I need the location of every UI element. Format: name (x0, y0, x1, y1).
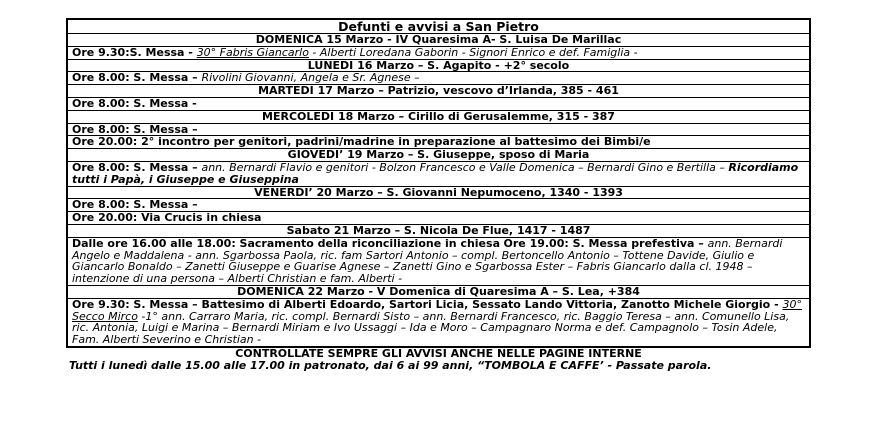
day-header: Sabato 21 Marzo – S. Nicola De Flue, 1417 - 1487 (67, 224, 810, 237)
entry-text: - Alberti Loredana Gaborin - Signori Enrico e def. Famiglia - (308, 46, 638, 59)
mass-entry (67, 298, 810, 347)
mass-entry (67, 136, 810, 149)
bulletin-title: Defunti e avvisi a San Pietro (67, 19, 810, 34)
day-header: LUNEDI 16 Marzo – S. Agapito - +2° secolo (67, 59, 810, 72)
mass-entry (67, 97, 810, 110)
day-header: GIOVEDI’ 19 Marzo – S. Giuseppe, sposo di Maria (67, 149, 810, 162)
anniversary-name: 30° Fabris Giancarlo (196, 46, 309, 59)
entry-text: ann. Bernardi Angelo e Maddalena - ann. Sgarbossa Paola, ric. fam Sartori Antonio – compl. Bertoncello Antonio – Tottene Davide, Giulio e Giancarlo Bonaldo – Zanetti Giuseppe e Guarise Agnese – Zanetti Gino e Sgarbossa Ester – Fabris Giancarlo dalla cl. 1948 – intenzione di una persona – Alberti Christian e fam. Alberti - (72, 237, 783, 286)
entry-text: -1° ann. Carraro Maria, ric. compl. Bernardi Sisto – ann. Bernardi Francesco, ric. Baggio Teresa – ann. Comunello Lisa, ric. Antonia, Luigi e Marina – Bernardi Miriam e Ivo Ussaggi – Ida e Moro – Campagnaro Norma e def. Campagnolo – Tosin Adele, Fam. Alberti Severino e Christian - (72, 309, 790, 347)
entry-text: Rivolini Giovanni, Angela e Sr. Agnese – (201, 71, 420, 85)
mass-entry (67, 161, 810, 186)
schedule-table (66, 18, 811, 348)
entry-text: Ore 8.00: S. Messa – (72, 161, 202, 174)
entry-text: Ricordiamo tutti i Papà, i Giuseppe e Giuseppina (72, 161, 799, 186)
entry-text: Ore 8.00: S. Messa – (72, 71, 202, 85)
footer (66, 348, 811, 372)
entry-text: Ore 20.00: 2° incontro per genitori, padrini/madrine in preparazione al battesimo dei Bimbi/e (72, 135, 651, 149)
footer-announcement: Tutti i lunedì dalle 15.00 alle 17.00 in patronato, dai 6 ai 99 anni, “TOMBOLA E CAFFE’ - Passate parola. (69, 358, 712, 372)
day-header: MERCOLEDI 18 Marzo – Cirillo di Gerusalemme, 315 - 387 (67, 110, 810, 123)
entry-text: Ore 19.00: S. Messa prefestiva – (503, 237, 708, 250)
day-header: VENERDI’ 20 Marzo – S. Giovanni Nepumoceno, 1340 - 1393 (67, 186, 810, 199)
mass-entry (67, 72, 810, 85)
mass-entry (67, 212, 810, 225)
day-header: DOMENICA 22 Marzo - V Domenica di Quaresima A – S. Lea, +384 (67, 285, 810, 298)
entry-text: Ore 20.00: Via Crucis in chiesa (72, 211, 262, 225)
day-header: MARTEDI 17 Marzo – Patrizio, vescovo d’Irlanda, 385 - 461 (67, 85, 810, 98)
mass-entry (67, 237, 810, 285)
entry-text: ann. Bernardi Flavio e genitori - Bolzon Francesco e Valle Domenica – Bernardi Gino e Bertilla – (201, 161, 729, 174)
entry-text: Ore 9.30:S. Messa - (72, 46, 197, 59)
footer-notice: CONTROLLATE SEMPRE GLI AVVISI ANCHE NELLE PAGINE INTERNE (235, 346, 642, 360)
entry-text: Ore 9.30: S. Messa – Battesimo di Alberti Edoardo, Sartori Licia, Sessato Lando Vittoria, Zanotto Michele Giorgio - (72, 298, 783, 311)
mass-entry (67, 123, 810, 136)
entry-text: Dalle ore 16.00 alle 18.00: Sacramento della riconciliazione in chiesa (72, 237, 500, 250)
entry-text: Ore 8.00: S. Messa – (72, 198, 198, 212)
bulletin-sheet (66, 18, 811, 372)
mass-entry (67, 46, 810, 59)
mass-entry (67, 199, 810, 212)
anniversary-name: 30° Secco Mirco (72, 298, 802, 323)
entry-text: Ore 8.00: S. Messa – (72, 123, 198, 136)
day-header: DOMENICA 15 Marzo - IV Quaresima A- S. Luisa De Marillac (67, 34, 810, 47)
entry-text: Ore 8.00: S. Messa - (72, 97, 197, 110)
